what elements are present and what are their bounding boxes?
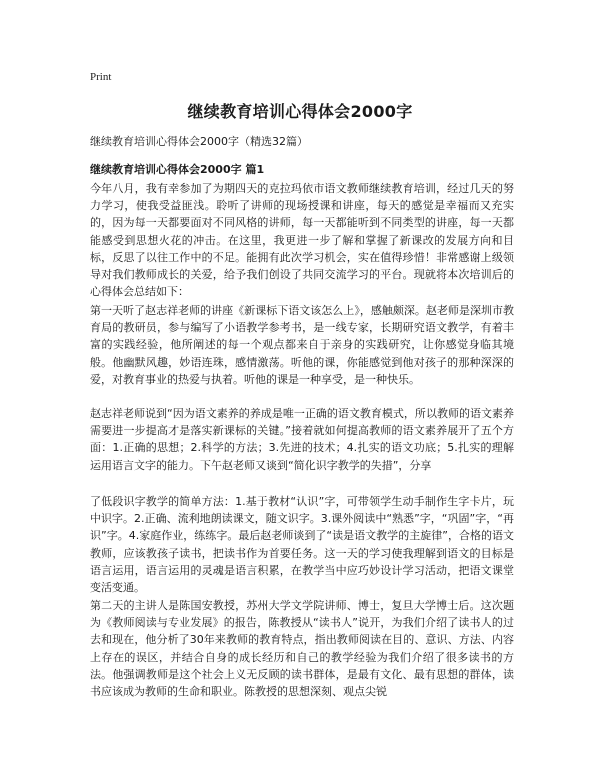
- body-paragraph: 第一天听了赵志祥老师的讲座《新课标下语文该怎么上》，感触颇深。赵老师是深圳市教育局的教研员，参与编写了小语教学参考书，是一线专家，长期研究语文教学，有着丰富的实践经验，他所阐述的每一个观点都来自于亲身的实践研究，让你感觉身临其境般。他幽默风趣，妙语连珠，感情激荡。听他的课，你能感觉到他对孩子的那种深深的爱，对教育事业的热爱与执着。听他的课是一种享受，是一种快乐。: [90, 304, 514, 386]
- body-paragraph: 了低段识字教学的简单方法：1.基于教材“认识”字，可带领学生动手制作生字卡片，玩中识字。2.正确、流利地朗读课文，随文识字。3.课外阅读中“熟悉”字，“巩固”字，“再识”字。4.家庭作业，练练字。最后赵老师谈到了“读是语文教学的主旋律”，合格的语文教师，应该教孩子读书，把读书作为首要任务。这一天的学习使我理解到语文的目标是语言运用，语言运用的灵魂是语言积累，在教学当中应巧妙设计学习活动，把语文课堂变活变通。: [90, 495, 514, 595]
- document-title: 继续教育培训心得体会2000字: [187, 102, 413, 121]
- print-link[interactable]: Print: [90, 71, 112, 83]
- body-paragraph: 第二天的主讲人是陈国安教授，苏州大学文学院讲师、博士，复旦大学博士后。这次题为《教师阅读与专业发展》的报告，陈教授从“读书人”说开，为我们介绍了读书人的过去和现在，他分析了30年来教师的教育特点，指出教师阅读在目的、意识、方法、内容上存在的误区，并结合自身的成长经历和自己的教学经验为我们介绍了很多读书的方法。他强调教师是这个社会上义无反顾的读书群体，是最有文化、最有思想的群体，读书应该成为教师的生命和职业。陈教授的思想深刻、观点尖锐: [90, 599, 514, 699]
- body-paragraph: 今年八月，我有幸参加了为期四天的克拉玛依市语文教师继续教育培训，经过几天的努力学习，使我受益匪浅。聆听了讲师的现场授课和讲座，每天的感觉是幸福而又充实的，因为每一天都要面对不同风格的讲师，每一天都能听到不同类型的讲座，每一天都能感受到思想火花的冲击。在这里，我更进一步了解和掌握了新课改的发展方向和目标，反思了以往工作中的不足。能拥有此次学习机会，实在值得珍惜！非常感谢上级领导对我们教师成长的关爱，给予我们创设了共同交流学习的平台。现就将本次培训后的心得体会总结如下：: [90, 182, 514, 299]
- section-heading: 继续教育培训心得体会2000字 篇1: [90, 163, 265, 176]
- body-paragraph: 赵志祥老师说到“因为语文素养的养成是唯一正确的语文教育模式，所以教师的语文素养需要进一步提高才是落实新课标的关键。”接着就如何提高教师的语文素养展开了五个方面：1.正确的思想；2.科学的方法；3.先进的技术；4.扎实的语文功底；5.扎实的理解运用语言文字的能力。下午赵老师又谈到“简化识字教学的失措”，分享: [90, 407, 514, 472]
- document-subtitle: 继续教育培训心得体会2000字（精选32篇）: [90, 135, 308, 148]
